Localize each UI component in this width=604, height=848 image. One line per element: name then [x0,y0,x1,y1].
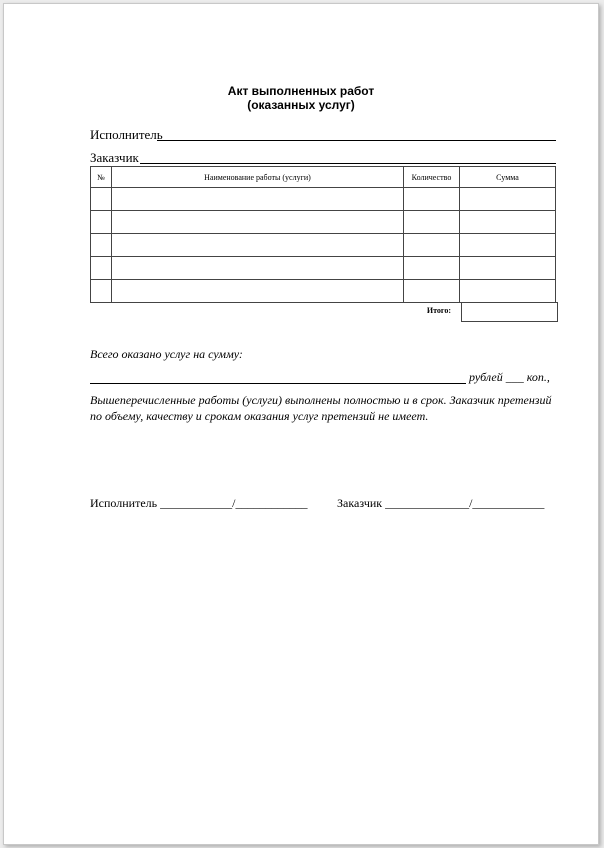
document-title-line1: Акт выполненных работ [227,84,375,98]
document-page [3,3,599,845]
table-row [91,211,556,234]
statement-line1: Вышеперечисленные работы (услуги) выполнены полностью и в срок. Заказчик претензий [90,393,552,407]
col-header-quantity: Количество [404,167,460,188]
customer-label: Заказчик [90,150,139,165]
statement-line2: по объему, качеству и срокам оказания услуг претензий не имеет. [90,409,429,423]
total-value-cell [461,302,558,322]
total-sum-underline [90,383,466,384]
col-header-number: № [91,167,112,188]
col-header-name: Наименование работы (услуги) [112,167,404,188]
total-label: Итого: [426,306,451,315]
total-sum-caption: Всего оказано услуг на сумму: [90,347,243,361]
executor-label: Исполнитель [90,127,163,142]
executor-signature: Исполнитель ____________/____________ [90,496,308,510]
table-row [91,234,556,257]
table-header-row [91,167,556,188]
table-row [91,257,556,280]
table-row [91,280,556,303]
rubles-kopecks-text: рублей ___ коп., [469,370,550,384]
document-title-line2: (оказанных услуг) [247,98,355,112]
col-header-sum: Сумма [460,167,556,188]
executor-underline [157,140,556,141]
customer-signature: Заказчик ______________/____________ [337,496,545,510]
table-row [91,188,556,211]
customer-underline [140,163,556,164]
services-table [90,166,556,303]
